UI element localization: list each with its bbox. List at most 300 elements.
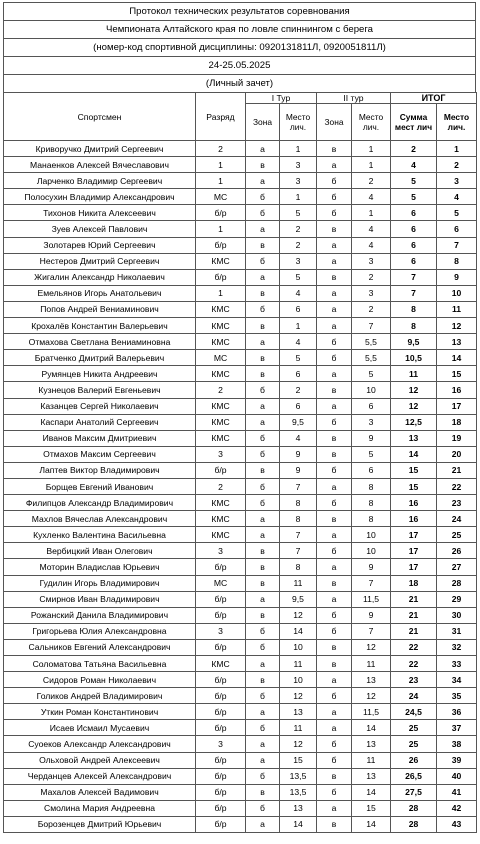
athlete-rank: КМС — [196, 253, 246, 269]
athlete-rank: б/р — [196, 559, 246, 575]
final-place: 26 — [437, 543, 477, 559]
tour1-place: 4 — [280, 334, 317, 350]
tour2-place: 2 — [352, 173, 391, 189]
athlete-name: Крохалёв Константин Валерьевич — [4, 318, 196, 334]
protocol-title: Протокол технических результатов соревнования — [3, 2, 476, 20]
tour2-zone: а — [317, 478, 352, 494]
athlete-name: Смирнов Иван Владимирович — [4, 591, 196, 607]
athlete-rank: КМС — [196, 318, 246, 334]
tour2-zone: а — [317, 672, 352, 688]
table-row — [4, 720, 477, 736]
tour1-place: 4 — [280, 285, 317, 301]
athlete-rank: 2 — [196, 382, 246, 398]
athlete-name: Соломатова Татьяна Васильевна — [4, 656, 196, 672]
table-row — [4, 511, 477, 527]
table-row — [4, 607, 477, 623]
athlete-name: Борозенцев Дмитрий Юрьевич — [4, 816, 196, 832]
sum-of-places: 21 — [391, 623, 437, 639]
sum-of-places: 28 — [391, 816, 437, 832]
sum-of-places: 5 — [391, 173, 437, 189]
table-row — [4, 334, 477, 350]
final-place: 25 — [437, 527, 477, 543]
table-row — [4, 301, 477, 317]
athlete-rank: МС — [196, 575, 246, 591]
athlete-rank: б/р — [196, 591, 246, 607]
table-row — [4, 623, 477, 639]
athlete-rank: б/р — [196, 752, 246, 768]
tour1-zone: в — [246, 157, 280, 173]
athlete-rank: б/р — [196, 768, 246, 784]
athlete-name: Сальников Евгений Александрович — [4, 639, 196, 655]
athlete-name: Кузнецов Валерий Евгеньевич — [4, 382, 196, 398]
tour2-zone: б — [317, 607, 352, 623]
tour2-zone: а — [317, 301, 352, 317]
final-place: 35 — [437, 688, 477, 704]
tour2-zone: а — [317, 704, 352, 720]
tour1-zone: а — [246, 511, 280, 527]
final-place: 6 — [437, 221, 477, 237]
final-place: 19 — [437, 430, 477, 446]
tour1-zone: б — [246, 205, 280, 221]
tour2-zone: б — [317, 752, 352, 768]
tour1-place: 2 — [280, 221, 317, 237]
tour2-place: 3 — [352, 414, 391, 430]
athlete-rank: КМС — [196, 656, 246, 672]
tour1-place: 13 — [280, 704, 317, 720]
athlete-name: Нестеров Дмитрий Сергеевич — [4, 253, 196, 269]
tour1-zone: в — [246, 607, 280, 623]
athlete-name: Каспари Анатолий Сергеевич — [4, 414, 196, 430]
athlete-name: Суоеков Александр Александрович — [4, 736, 196, 752]
table-row — [4, 430, 477, 446]
tour2-place: 7 — [352, 623, 391, 639]
athlete-name: Филипцов Александр Владимирович — [4, 495, 196, 511]
sum-of-places: 15 — [391, 478, 437, 494]
tour2-zone: б — [317, 623, 352, 639]
table-row — [4, 398, 477, 414]
tour2-place: 12 — [352, 688, 391, 704]
tour2-zone: в — [317, 656, 352, 672]
tour1-place: 7 — [280, 527, 317, 543]
column-tour-1: I Тур — [246, 93, 317, 104]
athlete-rank: б/р — [196, 237, 246, 253]
tour2-zone: б — [317, 350, 352, 366]
athlete-name: Григорьева Юлия Александровна — [4, 623, 196, 639]
athlete-rank: КМС — [196, 430, 246, 446]
sum-of-places: 21 — [391, 591, 437, 607]
tour2-zone: б — [317, 334, 352, 350]
final-place: 14 — [437, 350, 477, 366]
tour1-place: 12 — [280, 688, 317, 704]
table-row — [4, 221, 477, 237]
table-header — [4, 93, 477, 141]
table-row — [4, 141, 477, 157]
tour2-place: 12 — [352, 639, 391, 655]
competition-dates: 24-25.05.2025 — [3, 56, 476, 74]
tour1-zone: б — [246, 253, 280, 269]
athlete-rank: 3 — [196, 736, 246, 752]
athlete-name: Отмахов Максим Сергеевич — [4, 446, 196, 462]
column-rank: Разряд — [196, 93, 246, 141]
tour2-place: 10 — [352, 382, 391, 398]
athlete-rank: МС — [196, 189, 246, 205]
final-place: 1 — [437, 141, 477, 157]
tour2-zone: в — [317, 141, 352, 157]
tour1-place: 2 — [280, 382, 317, 398]
tour2-zone: в — [317, 446, 352, 462]
sum-of-places: 28 — [391, 800, 437, 816]
tour1-place: 13,5 — [280, 768, 317, 784]
athlete-rank: 3 — [196, 543, 246, 559]
tour2-zone: а — [317, 157, 352, 173]
tour2-place: 15 — [352, 800, 391, 816]
sum-of-places: 12 — [391, 382, 437, 398]
final-place: 4 — [437, 189, 477, 205]
tour2-place: 5,5 — [352, 334, 391, 350]
tour1-place: 3 — [280, 157, 317, 173]
tour1-place: 6 — [280, 366, 317, 382]
tour1-place: 9,5 — [280, 414, 317, 430]
column-zone-2: Зона — [317, 104, 352, 141]
tour2-place: 5 — [352, 446, 391, 462]
final-place: 33 — [437, 656, 477, 672]
tour2-zone: б — [317, 462, 352, 478]
table-row — [4, 543, 477, 559]
tour1-zone: в — [246, 285, 280, 301]
final-place: 27 — [437, 559, 477, 575]
tour1-place: 14 — [280, 816, 317, 832]
athlete-name: Ольховой Андрей Алексеевич — [4, 752, 196, 768]
athlete-name: Криворучко Дмитрий Сергеевич — [4, 141, 196, 157]
sum-of-places: 2 — [391, 141, 437, 157]
tour2-zone: в — [317, 816, 352, 832]
sum-of-places: 16 — [391, 495, 437, 511]
tour2-zone: б — [317, 173, 352, 189]
sum-of-places: 12,5 — [391, 414, 437, 430]
tour1-place: 10 — [280, 672, 317, 688]
table-row — [4, 269, 477, 285]
athlete-rank: б/р — [196, 784, 246, 800]
athlete-name: Отмахова Светлана Вениаминовна — [4, 334, 196, 350]
tour2-zone: а — [317, 318, 352, 334]
tour1-place: 7 — [280, 478, 317, 494]
tour1-zone: б — [246, 478, 280, 494]
athlete-rank: МС — [196, 350, 246, 366]
athlete-name: Кухленко Валентина Васильевна — [4, 527, 196, 543]
discipline-code: (номер-код спортивной дисциплины: 0920131811Л, 0920051811Л) — [3, 38, 476, 56]
tour2-zone: а — [317, 559, 352, 575]
sum-of-places: 14 — [391, 446, 437, 462]
tour2-place: 3 — [352, 253, 391, 269]
sum-of-places: 27,5 — [391, 784, 437, 800]
sum-of-places: 8 — [391, 301, 437, 317]
tour1-zone: а — [246, 221, 280, 237]
tour1-zone: а — [246, 414, 280, 430]
athlete-name: Гудилин Игорь Владимирович — [4, 575, 196, 591]
tour2-place: 13 — [352, 768, 391, 784]
final-place: 9 — [437, 269, 477, 285]
table-row — [4, 318, 477, 334]
table-row — [4, 189, 477, 205]
column-sum-places: Сумма мест лич — [391, 104, 437, 141]
final-place: 11 — [437, 301, 477, 317]
table-row — [4, 446, 477, 462]
athlete-rank: КМС — [196, 511, 246, 527]
sum-of-places: 17 — [391, 543, 437, 559]
table-row — [4, 237, 477, 253]
athlete-rank: 2 — [196, 478, 246, 494]
tour2-zone: а — [317, 237, 352, 253]
table-row — [4, 478, 477, 494]
tour1-zone: б — [246, 639, 280, 655]
tour2-place: 6 — [352, 462, 391, 478]
tour2-zone: в — [317, 575, 352, 591]
athlete-rank: 3 — [196, 446, 246, 462]
table-row — [4, 656, 477, 672]
athlete-name: Голиков Андрей Владимирович — [4, 688, 196, 704]
final-place: 34 — [437, 672, 477, 688]
tour2-zone: в — [317, 639, 352, 655]
tour2-zone: б — [317, 205, 352, 221]
athlete-name: Лаптев Виктор Владимирович — [4, 462, 196, 478]
athlete-name: Зуев Алексей Павлович — [4, 221, 196, 237]
sum-of-places: 6 — [391, 253, 437, 269]
tour1-zone: б — [246, 688, 280, 704]
final-place: 40 — [437, 768, 477, 784]
column-place-1: Место лич. — [280, 104, 317, 141]
athlete-name: Уткин Роман Константинович — [4, 704, 196, 720]
tour1-zone: б — [246, 768, 280, 784]
athlete-rank: б/р — [196, 269, 246, 285]
athlete-name: Попов Андрей Вениаминович — [4, 301, 196, 317]
athlete-name: Братченко Дмитрий Валерьевич — [4, 350, 196, 366]
tour1-zone: б — [246, 189, 280, 205]
tour1-zone: а — [246, 736, 280, 752]
final-place: 41 — [437, 784, 477, 800]
athlete-rank: 3 — [196, 623, 246, 639]
tour1-place: 14 — [280, 623, 317, 639]
tour1-zone: а — [246, 527, 280, 543]
tour2-zone: б — [317, 688, 352, 704]
tour1-zone: а — [246, 591, 280, 607]
final-place: 39 — [437, 752, 477, 768]
tour2-place: 9 — [352, 607, 391, 623]
tour2-zone: а — [317, 800, 352, 816]
final-place: 24 — [437, 511, 477, 527]
athlete-rank: КМС — [196, 301, 246, 317]
tour2-place: 10 — [352, 527, 391, 543]
tour2-place: 11 — [352, 656, 391, 672]
protocol-document — [3, 2, 476, 833]
final-place: 18 — [437, 414, 477, 430]
final-place: 12 — [437, 318, 477, 334]
tour2-place: 5,5 — [352, 350, 391, 366]
athlete-rank: б/р — [196, 639, 246, 655]
tour1-place: 11 — [280, 656, 317, 672]
athlete-rank: б/р — [196, 462, 246, 478]
sum-of-places: 24 — [391, 688, 437, 704]
tour2-place: 2 — [352, 301, 391, 317]
final-place: 3 — [437, 173, 477, 189]
sum-of-places: 6 — [391, 237, 437, 253]
tour1-place: 15 — [280, 752, 317, 768]
sum-of-places: 25 — [391, 736, 437, 752]
tour1-place: 3 — [280, 173, 317, 189]
sum-of-places: 26,5 — [391, 768, 437, 784]
tour1-place: 8 — [280, 511, 317, 527]
athlete-name: Золотарев Юрий Сергеевич — [4, 237, 196, 253]
sum-of-places: 21 — [391, 607, 437, 623]
table-row — [4, 816, 477, 832]
tour1-place: 3 — [280, 253, 317, 269]
tour1-zone: б — [246, 382, 280, 398]
final-place: 13 — [437, 334, 477, 350]
final-place: 15 — [437, 366, 477, 382]
table-row — [4, 736, 477, 752]
athlete-rank: 1 — [196, 285, 246, 301]
column-zone-1: Зона — [246, 104, 280, 141]
tour2-place: 13 — [352, 736, 391, 752]
athlete-name: Емельянов Игорь Анатольевич — [4, 285, 196, 301]
tour1-zone: в — [246, 575, 280, 591]
tour1-zone: б — [246, 430, 280, 446]
final-place: 23 — [437, 495, 477, 511]
final-place: 28 — [437, 575, 477, 591]
athlete-rank: б/р — [196, 800, 246, 816]
tour1-place: 13 — [280, 800, 317, 816]
tour1-place: 11 — [280, 575, 317, 591]
athlete-name: Исаев Исмаил Мусаевич — [4, 720, 196, 736]
final-place: 30 — [437, 607, 477, 623]
tour1-zone: а — [246, 816, 280, 832]
tour2-zone: в — [317, 511, 352, 527]
table-row — [4, 414, 477, 430]
sum-of-places: 24,5 — [391, 704, 437, 720]
tour1-place: 7 — [280, 543, 317, 559]
column-place-2: Место лич. — [352, 104, 391, 141]
tour1-zone: б — [246, 495, 280, 511]
tour2-place: 5 — [352, 366, 391, 382]
tour2-place: 1 — [352, 205, 391, 221]
tour2-zone: в — [317, 768, 352, 784]
final-place: 32 — [437, 639, 477, 655]
table-row — [4, 382, 477, 398]
tour1-zone: в — [246, 237, 280, 253]
athlete-rank: б/р — [196, 816, 246, 832]
athlete-name: Махлов Вячеслав Александрович — [4, 511, 196, 527]
tour2-place: 9 — [352, 430, 391, 446]
final-place: 8 — [437, 253, 477, 269]
tour1-zone: б — [246, 301, 280, 317]
athlete-rank: 1 — [196, 173, 246, 189]
tour2-place: 11,5 — [352, 591, 391, 607]
athlete-rank: б/р — [196, 205, 246, 221]
final-place: 37 — [437, 720, 477, 736]
sum-of-places: 26 — [391, 752, 437, 768]
tour1-place: 8 — [280, 495, 317, 511]
tour1-place: 9 — [280, 462, 317, 478]
table-row — [4, 688, 477, 704]
table-row — [4, 784, 477, 800]
tour1-zone: а — [246, 334, 280, 350]
table-row — [4, 366, 477, 382]
sum-of-places: 5 — [391, 189, 437, 205]
tour1-place: 12 — [280, 736, 317, 752]
table-row — [4, 350, 477, 366]
tour2-place: 4 — [352, 189, 391, 205]
table-row — [4, 495, 477, 511]
column-total: ИТОГ — [391, 93, 477, 104]
tour1-zone: в — [246, 350, 280, 366]
table-row — [4, 591, 477, 607]
athlete-name: Тихонов Никита Алексеевич — [4, 205, 196, 221]
tour1-zone: б — [246, 800, 280, 816]
final-place: 20 — [437, 446, 477, 462]
athlete-name: Борщев Евгений Иванович — [4, 478, 196, 494]
athlete-rank: б/р — [196, 607, 246, 623]
tour1-zone: в — [246, 462, 280, 478]
sum-of-places: 6 — [391, 205, 437, 221]
table-row — [4, 752, 477, 768]
final-place: 7 — [437, 237, 477, 253]
tour2-place: 11,5 — [352, 704, 391, 720]
tour1-zone: а — [246, 173, 280, 189]
tour1-zone: а — [246, 704, 280, 720]
athlete-name: Черданцев Алексей Александрович — [4, 768, 196, 784]
tour1-zone: б — [246, 720, 280, 736]
tour1-place: 9,5 — [280, 591, 317, 607]
athlete-name: Вербицкий Иван Олегович — [4, 543, 196, 559]
final-place: 36 — [437, 704, 477, 720]
sum-of-places: 22 — [391, 639, 437, 655]
tour1-place: 6 — [280, 398, 317, 414]
athlete-name: Моторин Владислав Юрьевич — [4, 559, 196, 575]
table-body — [4, 141, 477, 833]
athlete-rank: б/р — [196, 688, 246, 704]
tour2-place: 9 — [352, 559, 391, 575]
sum-of-places: 6 — [391, 221, 437, 237]
final-place: 22 — [437, 478, 477, 494]
table-row — [4, 205, 477, 221]
tour2-zone: б — [317, 543, 352, 559]
sum-of-places: 17 — [391, 559, 437, 575]
athlete-rank: 2 — [196, 141, 246, 157]
table-row — [4, 768, 477, 784]
tour1-zone: в — [246, 543, 280, 559]
tour2-zone: а — [317, 591, 352, 607]
tour2-zone: б — [317, 736, 352, 752]
sum-of-places: 12 — [391, 398, 437, 414]
final-place: 42 — [437, 800, 477, 816]
tour2-place: 2 — [352, 269, 391, 285]
final-place: 21 — [437, 462, 477, 478]
final-place: 43 — [437, 816, 477, 832]
final-place: 2 — [437, 157, 477, 173]
tour1-place: 9 — [280, 446, 317, 462]
athlete-rank: б/р — [196, 672, 246, 688]
athlete-rank: КМС — [196, 527, 246, 543]
tour2-place: 4 — [352, 221, 391, 237]
sum-of-places: 11 — [391, 366, 437, 382]
tour1-place: 12 — [280, 607, 317, 623]
tour1-zone: а — [246, 752, 280, 768]
tour2-zone: б — [317, 414, 352, 430]
tour2-zone: б — [317, 495, 352, 511]
tour1-place: 1 — [280, 318, 317, 334]
tour1-zone: в — [246, 366, 280, 382]
sum-of-places: 25 — [391, 720, 437, 736]
athlete-name: Махалов Алексей Вадимович — [4, 784, 196, 800]
